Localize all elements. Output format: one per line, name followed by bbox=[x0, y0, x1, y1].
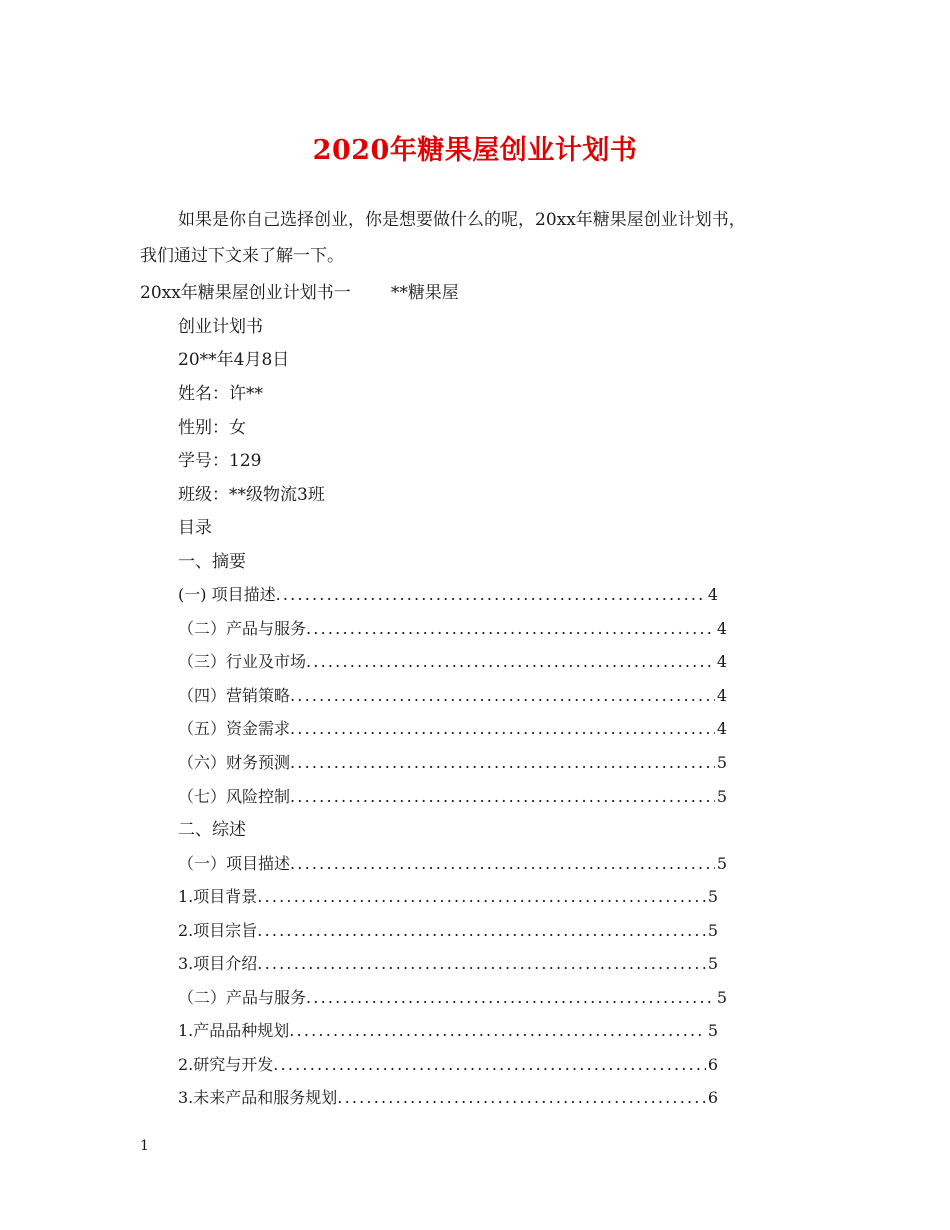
subheading bbox=[140, 281, 459, 305]
toc-entry-page: 4 bbox=[716, 652, 727, 671]
subheading-left: 20xx年糖果屋创业计划书一 bbox=[140, 283, 351, 303]
toc-entry[interactable] bbox=[178, 617, 727, 641]
toc-entry[interactable] bbox=[178, 852, 727, 876]
info-line: 性别：女 bbox=[178, 418, 246, 438]
toc-entry[interactable] bbox=[178, 717, 727, 741]
toc-entry[interactable] bbox=[178, 583, 718, 607]
toc-entry-page: 5 bbox=[716, 988, 727, 1007]
info-line: 班级：**级物流3班 bbox=[178, 485, 325, 505]
toc-leader bbox=[306, 650, 715, 674]
toc-entry[interactable] bbox=[178, 919, 718, 943]
section-heading: 一、摘要 bbox=[178, 552, 246, 572]
toc-entry-page: 5 bbox=[707, 1021, 718, 1040]
toc-entry-label: （五）资金需求 bbox=[178, 719, 291, 738]
info-line: 创业计划书 bbox=[178, 317, 263, 337]
toc-entry-label: （一）项目描述 bbox=[178, 854, 291, 873]
toc-entry-page: 4 bbox=[707, 585, 718, 604]
intro-line-1: 如果是你自己选择创业，你是想要做什么的呢，20xx年糖果屋创业计划书， bbox=[178, 210, 746, 230]
info-line: 20**年4月8日 bbox=[178, 350, 290, 370]
toc-entry[interactable] bbox=[178, 1019, 718, 1043]
toc-entry-label: 3.未来产品和服务规划 bbox=[178, 1088, 338, 1107]
toc-entry[interactable] bbox=[178, 785, 727, 809]
toc-leader bbox=[290, 751, 715, 775]
toc-entry[interactable] bbox=[178, 650, 727, 674]
toc-entry-label: 3.项目介绍 bbox=[178, 954, 258, 973]
toc-entry-label: （二）产品与服务 bbox=[178, 619, 307, 638]
toc-entry-label: 1.项目背景 bbox=[178, 887, 258, 906]
toc-entry[interactable] bbox=[178, 885, 718, 909]
toc-entry-label: （三）行业及市场 bbox=[178, 652, 307, 671]
toc-leader bbox=[276, 583, 706, 607]
toc-entry-page: 5 bbox=[707, 954, 718, 973]
document-title: 2020年糖果屋创业计划书 bbox=[312, 135, 638, 166]
toc-heading: 目录 bbox=[178, 518, 212, 538]
toc-entry-page: 5 bbox=[707, 921, 718, 940]
info-line: 学号：129 bbox=[178, 451, 262, 471]
toc-entry[interactable] bbox=[178, 684, 727, 708]
toc-entry-label: （六）财务预测 bbox=[178, 753, 291, 772]
toc-leader bbox=[306, 986, 715, 1010]
toc-entry-page: 5 bbox=[707, 887, 718, 906]
toc-entry-page: 4 bbox=[716, 719, 727, 738]
intro-line-2: 我们通过下文来了解一下。 bbox=[140, 246, 344, 266]
toc-entry-label: 2.研究与开发 bbox=[178, 1055, 274, 1074]
toc-leader bbox=[257, 952, 706, 976]
toc-entry-label: （七）风险控制 bbox=[178, 787, 291, 806]
toc-leader bbox=[337, 1086, 706, 1110]
toc-entry-page: 5 bbox=[716, 753, 727, 772]
section-heading: 二、综述 bbox=[178, 820, 246, 840]
toc-entry-label: （二）产品与服务 bbox=[178, 988, 307, 1007]
toc-entry[interactable] bbox=[178, 952, 718, 976]
toc-entry-page: 5 bbox=[716, 787, 727, 806]
toc-entry-label: (一) 项目描述 bbox=[178, 585, 276, 604]
subheading-right: **糖果屋 bbox=[390, 283, 459, 303]
page-number: 1 bbox=[140, 1138, 149, 1154]
toc-entry[interactable] bbox=[178, 1086, 718, 1110]
toc-entry-page: 4 bbox=[716, 686, 727, 705]
toc-leader bbox=[290, 717, 715, 741]
toc-entry[interactable] bbox=[178, 986, 727, 1010]
info-line: 姓名：许** bbox=[178, 384, 263, 404]
toc-entry-page: 5 bbox=[716, 854, 727, 873]
toc-entry-page: 6 bbox=[707, 1055, 718, 1074]
toc-leader bbox=[257, 885, 706, 909]
toc-leader bbox=[273, 1053, 706, 1077]
toc-leader bbox=[289, 1019, 706, 1043]
toc-entry-label: （四）营销策略 bbox=[178, 686, 291, 705]
toc-entry[interactable] bbox=[178, 1053, 718, 1077]
toc-leader bbox=[290, 684, 715, 708]
toc-entry-label: 1.产品品种规划 bbox=[178, 1021, 290, 1040]
toc-leader bbox=[290, 852, 715, 876]
toc-leader bbox=[306, 617, 715, 641]
toc-leader bbox=[290, 785, 715, 809]
toc-entry-page: 4 bbox=[716, 619, 727, 638]
toc-entry-page: 6 bbox=[707, 1088, 718, 1107]
toc-entry-label: 2.项目宗旨 bbox=[178, 921, 258, 940]
toc-leader bbox=[257, 919, 706, 943]
toc-entry[interactable] bbox=[178, 751, 727, 775]
